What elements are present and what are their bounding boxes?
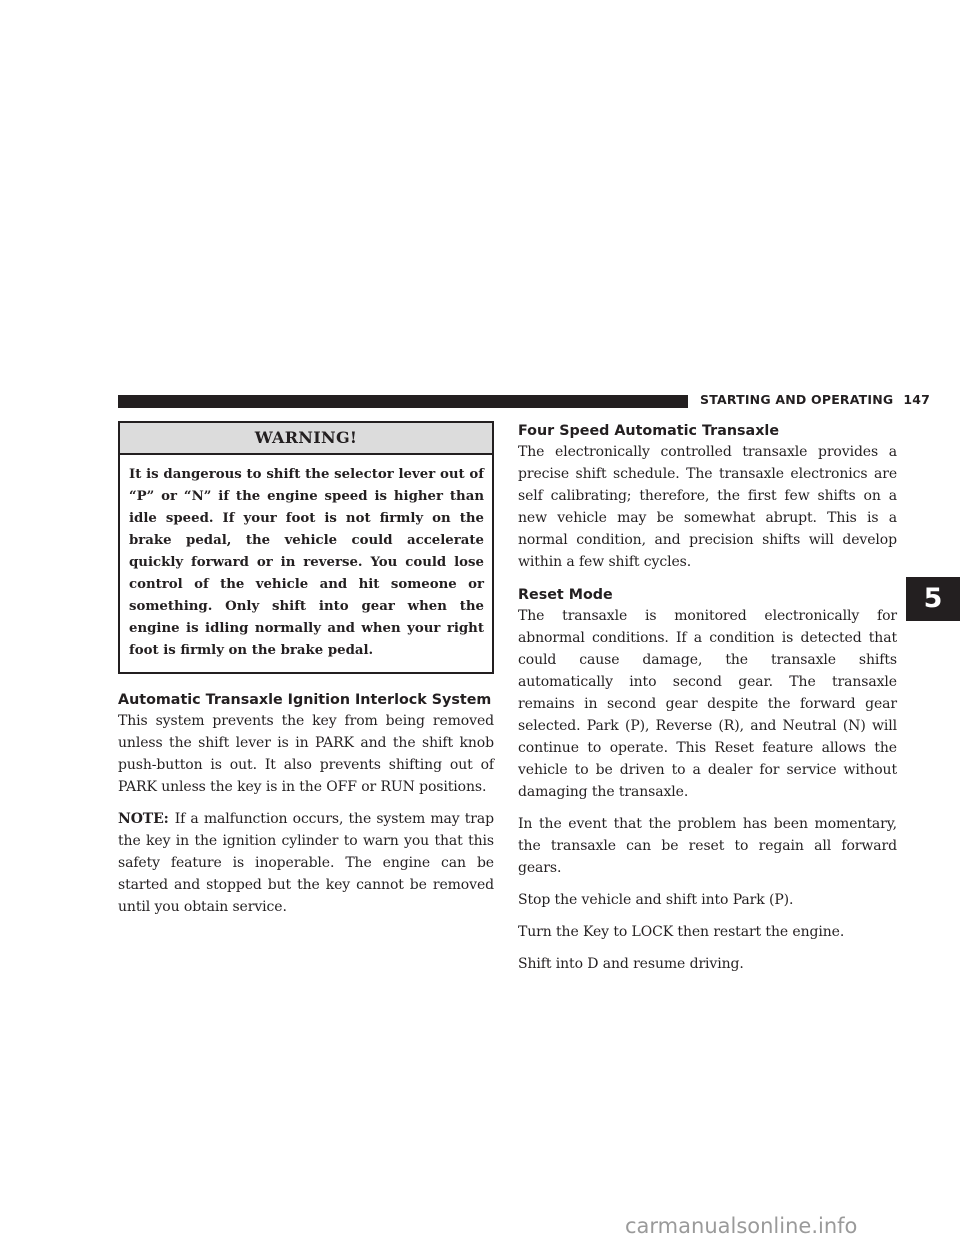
four-speed-heading: Four Speed Automatic Transaxle — [518, 423, 780, 439]
four-speed-paragraph: The electronically controlled transaxle provides a precise shift schedule. The transaxle electronics are self calibrating; therefore, the first few shifts on a new vehicle may be somewhat abrupt. This is a normal condition, and precision shifts will develop within a few shift cycles. — [518, 444, 897, 570]
note-label: NOTE: — [118, 811, 169, 827]
header-rule — [118, 395, 688, 408]
reset-step-key: Turn the Key to LOCK then restart the engine. — [518, 924, 845, 940]
interlock-heading: Automatic Transaxle Ignition Interlock System — [118, 692, 492, 708]
note-text: If a malfunction occurs, the system may trap the key in the ignition cylinder to warn you that this safety feature is inoperable. The engine can be started and stopped but the key cannot be removed until you obtain service. — [118, 811, 494, 915]
warning-box — [118, 421, 494, 674]
reset-step-shift: Shift into D and resume driving. — [518, 956, 744, 972]
note-paragraph — [118, 808, 494, 918]
section-title: STARTING AND OPERATING — [700, 392, 894, 407]
reset-paragraph-1: The transaxle is monitored electronically for abnormal conditions. If a condition is detected that could cause damage, the transaxle shifts automatically into second gear. The transaxle remains in second gear despite the forward gear selected. Park (P), Reverse (R), and Neutral (N) will continue to operate. This Reset feature allows the vehicle to be driven to a dealer for service without damaging the transaxle. — [518, 608, 897, 800]
reset-step-stop: Stop the vehicle and shift into Park (P). — [518, 892, 794, 908]
page-number: 147 — [903, 392, 931, 407]
left-column — [118, 421, 494, 928]
chapter-tab: 5 — [906, 577, 960, 621]
watermark-text: carmanualsonline.info — [625, 1214, 858, 1238]
reset-paragraph-2: In the event that the problem has been momentary, the transaxle can be reset to regain all forward gears. — [518, 816, 897, 876]
warning-title: WARNING! — [120, 423, 492, 455]
interlock-paragraph: This system prevents the key from being removed unless the shift lever is in PARK and the shift knob push-button is out. It also prevents shifting out of PARK unless the key is in the OFF or RUN positions. — [118, 713, 494, 795]
warning-text: It is dangerous to shift the selector lever out of “P” or “N” if the engine speed is higher than idle speed. If your foot is not firmly on the brake pedal, the vehicle could accelerate quickly forward or in reverse. You could lose control of the vehicle and hit someone or something. Only shift into gear when the engine is idling normally and when your right foot is firmly on the brake pedal. — [129, 467, 484, 658]
right-column — [518, 421, 897, 985]
reset-mode-heading: Reset Mode — [518, 587, 613, 603]
running-header — [700, 392, 930, 407]
